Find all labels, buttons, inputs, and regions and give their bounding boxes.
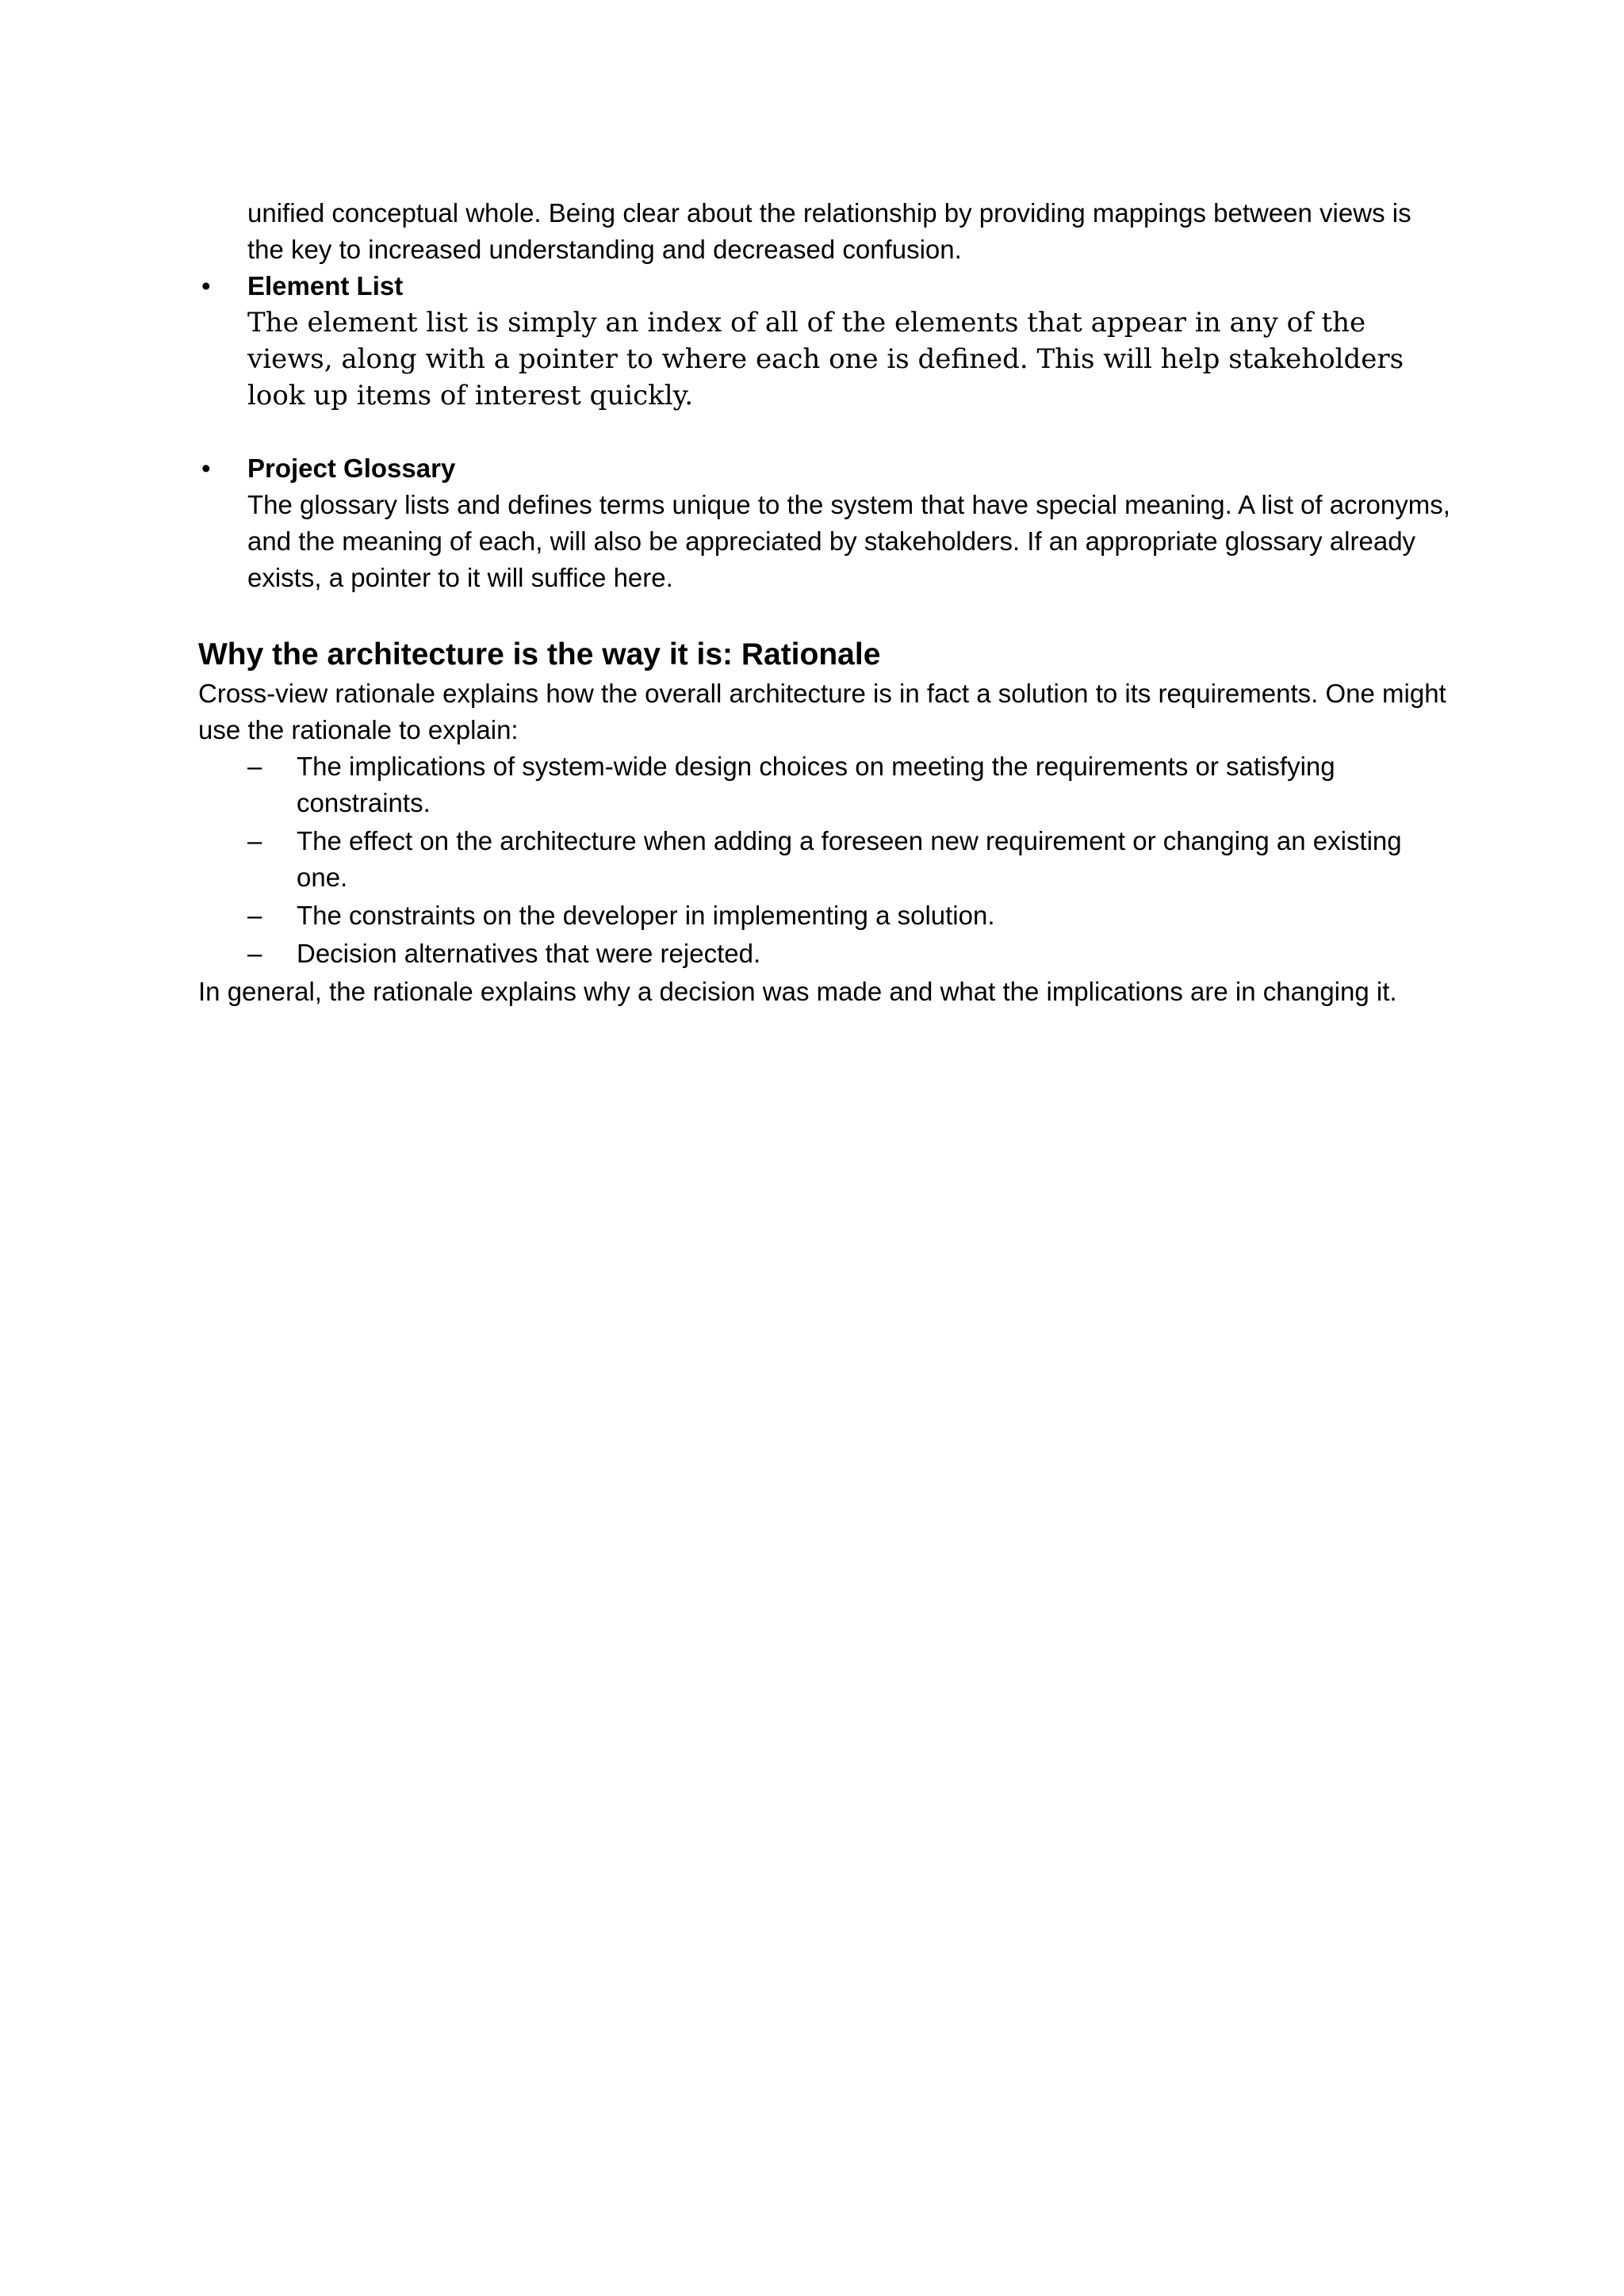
dash-marker: – <box>247 939 262 968</box>
list-item-text: The effect on the architecture when adding a foreseen new requirement or changing an existing one. <box>297 826 1402 892</box>
dash-marker: – <box>247 901 262 930</box>
bullet-title: Element List <box>247 271 404 300</box>
section-heading: Why the architecture is the way it is: Rationale <box>198 637 881 672</box>
dash-marker: – <box>247 826 262 855</box>
closing-paragraph: In general, the rationale explains why a decision was made and what the implications are in changing it. <box>198 977 1397 1006</box>
list-item <box>198 897 1451 934</box>
bullet-item-element-list <box>198 268 1451 414</box>
section-intro: Cross-view rationale explains how the overall architecture is in fact a solution to its requirements. One might use the rationale to explain: <box>198 679 1446 744</box>
list-item-text: The implications of system-wide design choices on meeting the requirements or satisfying constraints. <box>297 752 1335 817</box>
bullet-body: The glossary lists and defines terms unique to the system that have special meaning. A list of acronyms, and the meaning of each, will also be appreciated by stakeholders. If an appropriate glossary already exists, a pointer to it will suffice here. <box>247 490 1450 592</box>
page-content <box>198 195 1451 1010</box>
list-item-text: Decision alternatives that were rejected. <box>297 939 761 968</box>
bullet-item-project-glossary <box>198 450 1451 596</box>
bullet-marker: • <box>201 271 211 300</box>
list-item-text: The constraints on the developer in implementing a solution. <box>297 901 995 930</box>
dash-marker: – <box>247 752 262 781</box>
bullet-marker: • <box>201 453 211 483</box>
list-item <box>198 748 1451 821</box>
bullet-body: The element list is simply an index of all of the elements that appear in any of the views, along with a pointer to where each one is defined. This will help stakeholders look up items of interest quickly. <box>247 307 1404 411</box>
list-item <box>198 936 1451 972</box>
continuation-paragraph: unified conceptual whole. Being clear about the relationship by providing mappings between views is the key to increased understanding and decreased confusion. <box>247 198 1411 264</box>
bullet-title: Project Glossary <box>247 453 456 483</box>
rationale-list <box>198 748 1451 972</box>
list-item <box>198 823 1451 896</box>
